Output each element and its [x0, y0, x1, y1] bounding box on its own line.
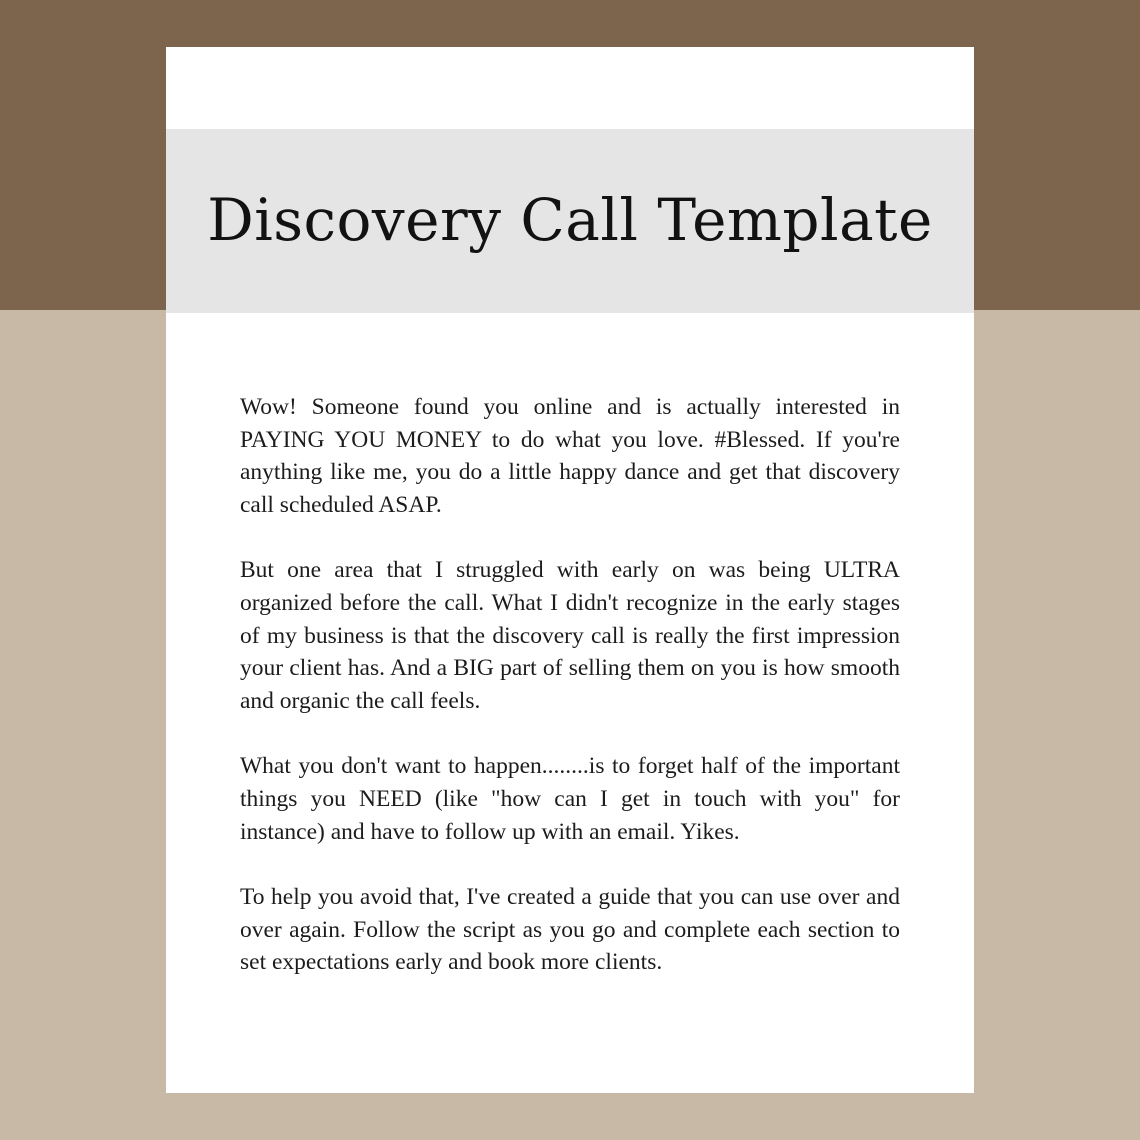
page-title: Discovery Call Template [207, 186, 933, 254]
title-band [166, 129, 974, 313]
document-page [166, 47, 974, 1093]
paragraph-warning: What you don't want to happen........is to forget half of the important things you NEED (like "how can I get in touch with you" for instance) and have to follow up with an email. Yikes. [240, 753, 900, 845]
paragraph-guide: To help you avoid that, I've created a guide that you can use over and over again. Follow the script as you go and complete each section to set expectations early and book more clients. [240, 884, 900, 976]
paragraph-intro: Wow! Someone found you online and is actually interested in PAYING YOU MONEY to do what you love. #Blessed. If you're anything like me, you do a little happy dance and get that discovery call scheduled ASAP. [240, 394, 900, 518]
paragraph-organization: But one area that I struggled with early on was being ULTRA organized before the call. What I didn't recognize in the early stages of my business is that the discovery call is really the first impression your client has. And a BIG part of selling them on you is how smooth and organic the call feels. [240, 557, 900, 714]
document-body [240, 391, 900, 1012]
